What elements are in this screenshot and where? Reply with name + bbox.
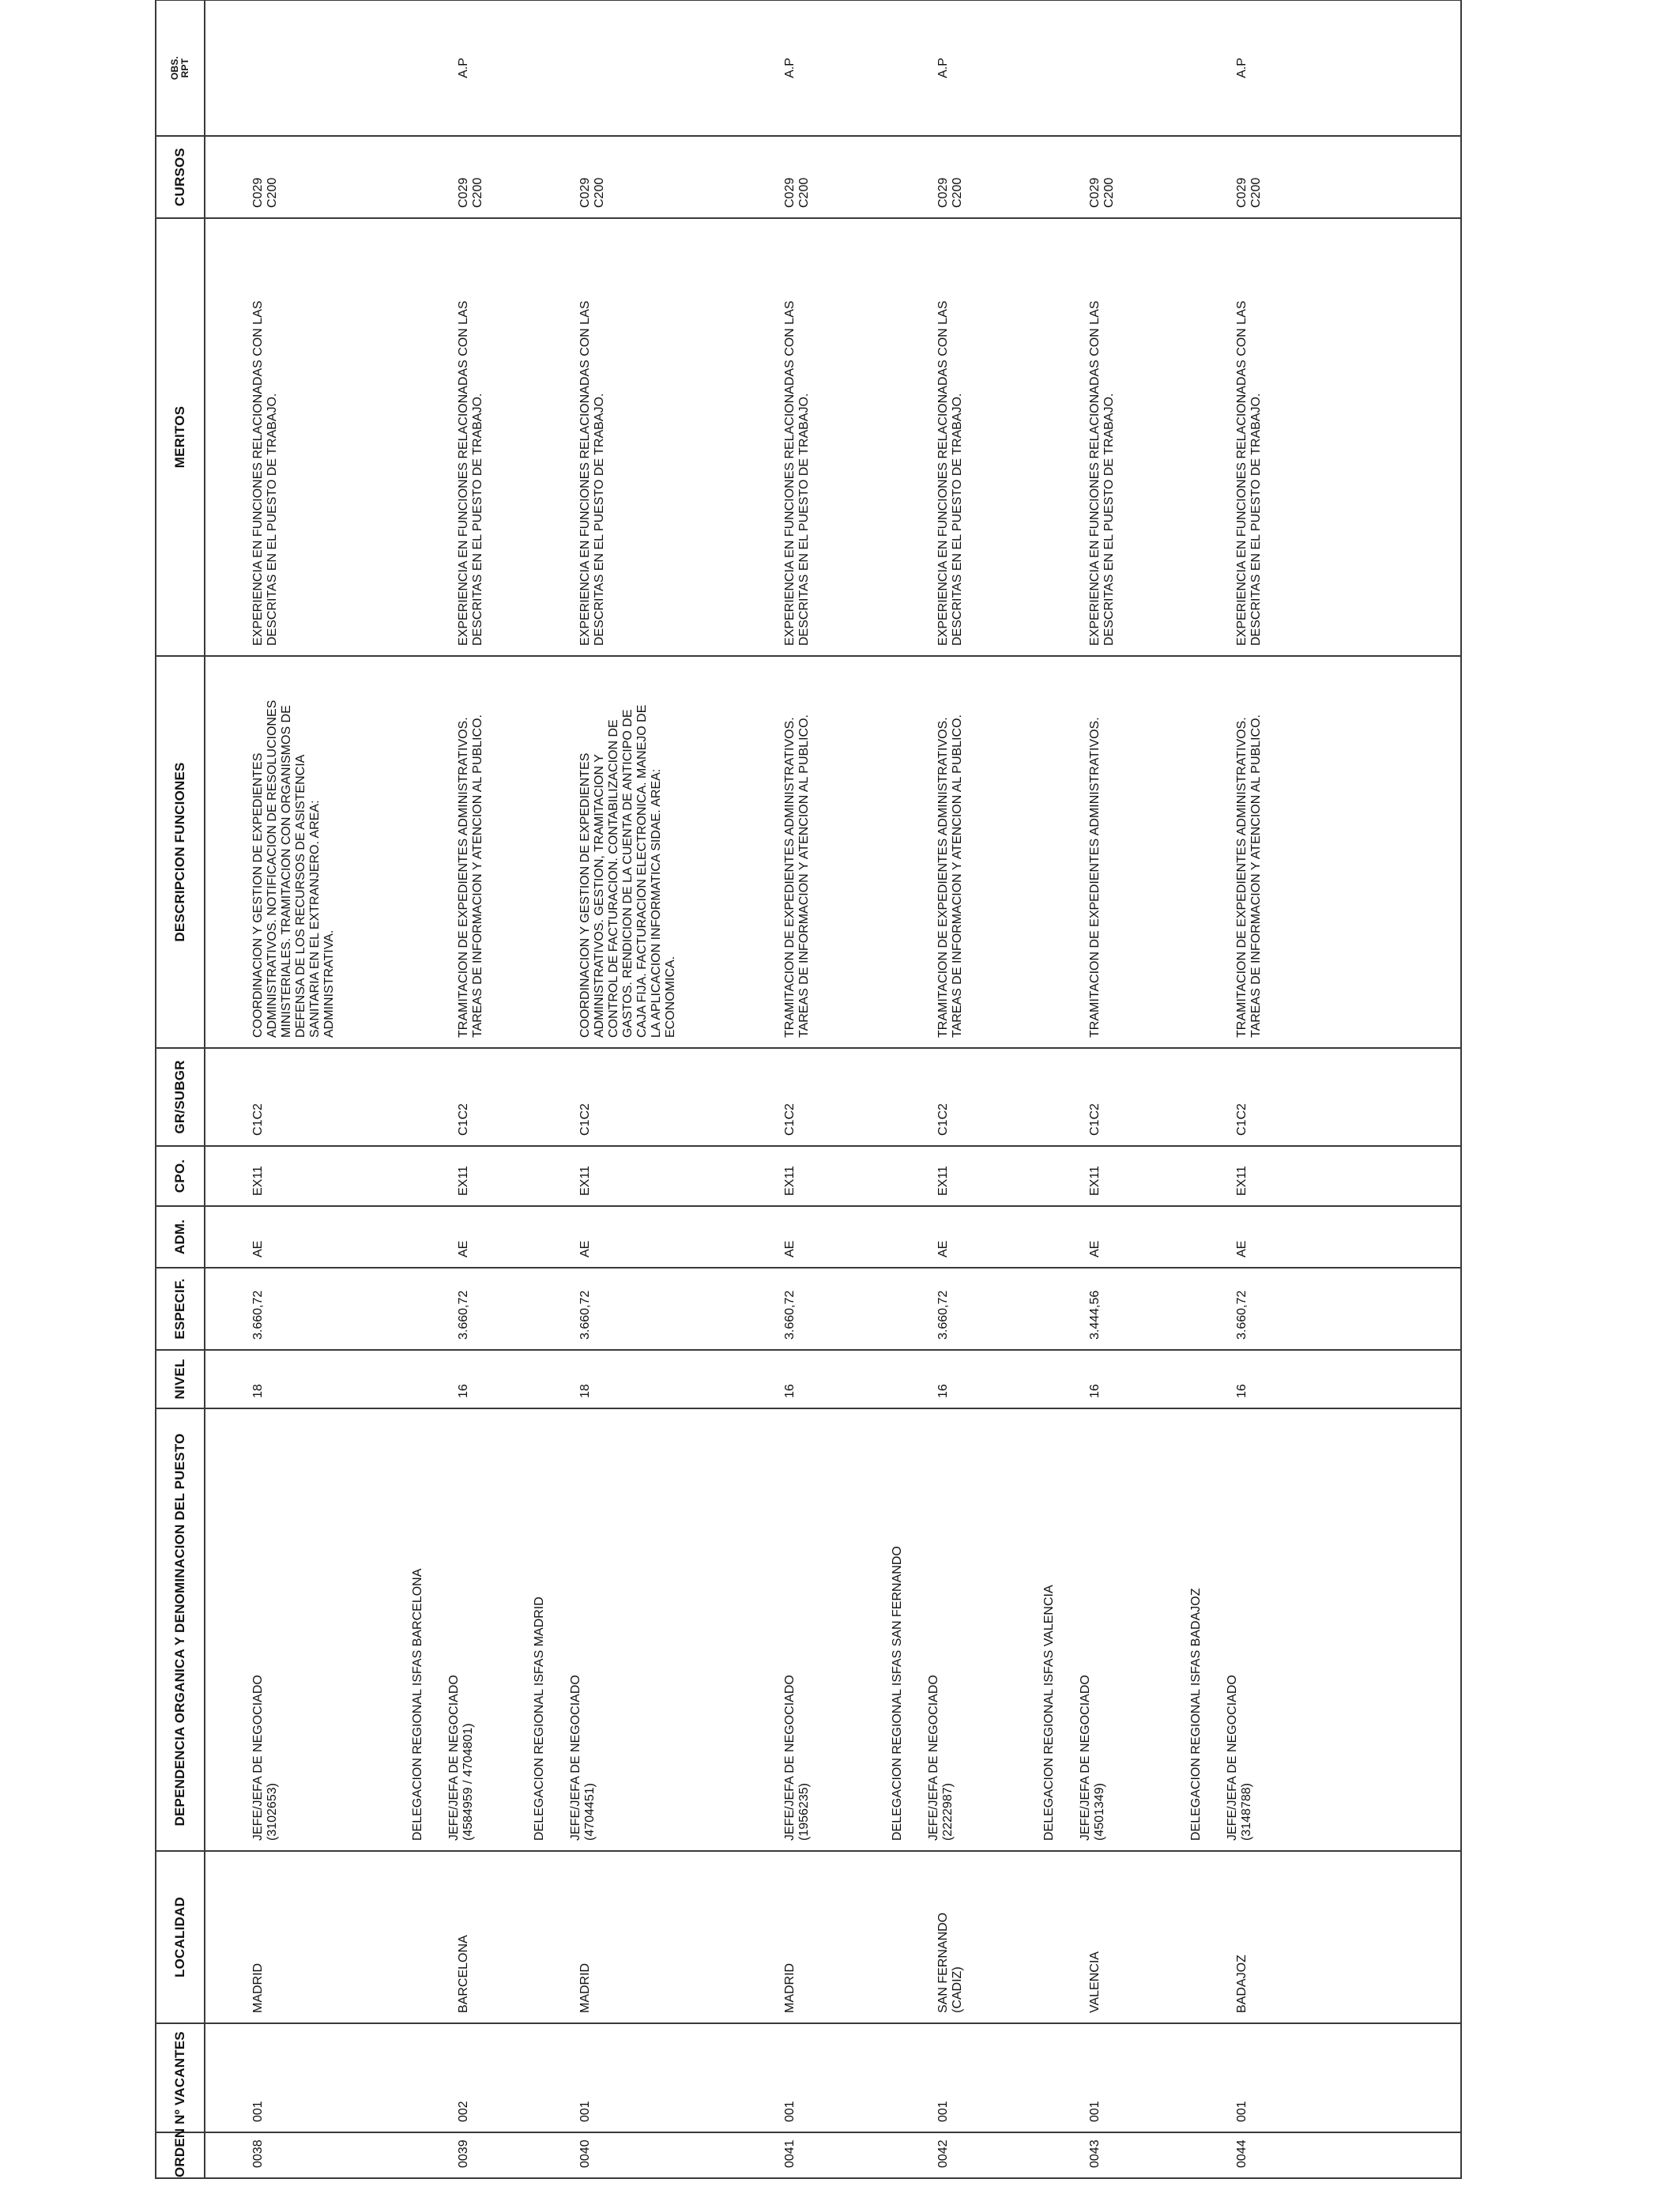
cell-cursos — [891, 136, 1042, 218]
cell-grsubgr — [205, 1048, 411, 1146]
cell-obs — [1189, 0, 1461, 136]
localidad-value: VALENCIA — [1087, 1951, 1102, 2013]
col-header-grsubgr: GR/SUBGR — [156, 1048, 205, 1146]
cursos-value: C029 C200 — [1235, 177, 1264, 208]
cell-nivel — [891, 1350, 1042, 1408]
cpo-value: EX11 — [1235, 1166, 1249, 1196]
cell-vacantes — [205, 2023, 411, 2132]
cell-nivel — [1189, 1350, 1461, 1408]
cell-orden — [533, 2132, 736, 2178]
especif-value: 3.660,72 — [1235, 1290, 1249, 1340]
cell-cpo — [737, 1146, 891, 1206]
cell-funciones — [411, 656, 533, 1048]
col-header-funciones: DESCRIPCION FUNCIONES — [156, 656, 205, 1048]
cell-vacantes — [737, 2023, 891, 2132]
cell-dependencia — [1189, 1408, 1461, 1851]
nivel-value: 16 — [1087, 1384, 1102, 1398]
cell-cursos — [533, 136, 736, 218]
obs-value — [1042, 1, 1088, 135]
meritos-value: EXPERIENCIA EN FUNCIONES RELACIONADAS CON LAS DESCRITAS EN EL PUESTO DE TRABAJO. — [457, 300, 484, 646]
cell-cursos — [737, 136, 891, 218]
table-row — [411, 0, 533, 2178]
cell-especif — [533, 1268, 736, 1350]
funciones-value: TRAMITACION DE EXPEDIENTES ADMINISTRATIVOS. TAREAS DE INFORMACION Y ATENCION AL PUBLICO. — [782, 714, 811, 1038]
localidad-value: MADRID — [578, 1962, 593, 2013]
orden-value: 0040 — [578, 2139, 593, 2168]
col-header-especif: ESPECIF. — [156, 1268, 205, 1350]
col-header-cursos: CURSOS — [156, 136, 205, 218]
cell-meritos — [1189, 218, 1461, 656]
vacantes-value: 001 — [782, 2101, 797, 2122]
especif-value: 3.660,72 — [782, 1290, 797, 1340]
vacantes-value: 001 — [1087, 2101, 1102, 2122]
cell-orden — [1189, 2132, 1461, 2178]
cell-dependencia — [891, 1408, 1042, 1851]
obs-value: A.P — [782, 58, 797, 78]
cell-cursos — [205, 136, 411, 218]
funciones-value: COORDINACION Y GESTION DE EXPEDIENTES ADMINISTRATIVOS. GESTION, TRAMITACION Y CONTROL DE FACTURACION. CONTABILIZACION DE GASTOS. RENDICION DE LA CUENTA DE ANTICIPO DE CAJA FIJA. FACTURACION ELECTRONICA. MANEJO DE LA APLICACION INFORMATICA SIDAE. AREA: ECONOMICA. — [578, 704, 678, 1038]
grsubgr-value: C1C2 — [251, 1103, 265, 1136]
adm-value: AE — [936, 1240, 951, 1257]
cell-dependencia — [533, 1408, 736, 1851]
vacantes-value: 002 — [457, 2101, 470, 2122]
especif-value: 3.660,72 — [457, 1290, 470, 1340]
localidad-value: BARCELONA — [457, 1935, 470, 2013]
delegacion-label: DELEGACION REGIONAL ISFAS BADAJOZ — [1189, 1588, 1203, 1841]
cell-adm — [1042, 1206, 1189, 1268]
cell-orden — [411, 2132, 533, 2178]
col-header-nivel: NIVEL — [156, 1350, 205, 1408]
cell-cursos — [1189, 136, 1461, 218]
cell-orden — [737, 2132, 891, 2178]
cell-nivel — [1042, 1350, 1189, 1408]
cell-funciones — [1042, 656, 1189, 1048]
orden-value: 0041 — [782, 2139, 797, 2168]
cell-adm — [205, 1206, 411, 1268]
orden-value: 0043 — [1087, 2139, 1102, 2168]
cell-cpo — [205, 1146, 411, 1206]
obs-value: A.P — [936, 58, 951, 78]
cell-funciones — [533, 656, 736, 1048]
cell-adm — [1189, 1206, 1461, 1268]
table-row — [1189, 0, 1461, 2178]
obs-value: A.P — [1235, 58, 1249, 78]
especif-value: 3.660,72 — [251, 1290, 265, 1340]
especif-value: 3.660,72 — [936, 1290, 951, 1340]
cell-funciones — [205, 656, 411, 1048]
delegacion-label: DELEGACION REGIONAL ISFAS MADRID — [533, 1596, 547, 1841]
cell-localidad — [737, 1851, 891, 2023]
nivel-value: 18 — [578, 1384, 593, 1398]
adm-value: AE — [1087, 1240, 1102, 1257]
cell-adm — [533, 1206, 736, 1268]
cell-especif — [1042, 1268, 1189, 1350]
nivel-value: 16 — [782, 1384, 797, 1398]
col-header-meritos: MERITOS — [156, 218, 205, 656]
cell-grsubgr — [411, 1048, 533, 1146]
orden-value: 0042 — [936, 2139, 951, 2168]
cell-orden — [891, 2132, 1042, 2178]
nivel-value: 16 — [936, 1384, 951, 1398]
cell-dependencia — [737, 1408, 891, 1851]
cpo-value: EX11 — [1087, 1166, 1102, 1196]
table-row — [205, 0, 411, 2178]
cell-especif — [891, 1268, 1042, 1350]
cell-nivel — [533, 1350, 736, 1408]
cell-meritos — [1042, 218, 1189, 656]
cell-meritos — [891, 218, 1042, 656]
cell-especif — [1189, 1268, 1461, 1350]
localidad-value: BADAJOZ — [1235, 1955, 1249, 2013]
table-row — [533, 0, 736, 2178]
cell-meritos — [533, 218, 736, 656]
adm-value: AE — [251, 1240, 265, 1257]
vacantes-value: 001 — [251, 2101, 265, 2122]
cell-meritos — [411, 218, 533, 656]
cell-grsubgr — [1189, 1048, 1461, 1146]
cell-localidad — [891, 1851, 1042, 2023]
cpo-value: EX11 — [251, 1166, 265, 1196]
especif-value: 3.660,72 — [578, 1290, 593, 1340]
cell-obs — [533, 0, 736, 136]
cell-obs — [411, 0, 533, 136]
cell-obs — [737, 0, 891, 136]
cell-localidad — [205, 1851, 411, 2023]
cell-vacantes — [1189, 2023, 1461, 2132]
orden-value: 0038 — [251, 2139, 265, 2168]
meritos-value: EXPERIENCIA EN FUNCIONES RELACIONADAS CON LAS DESCRITAS EN EL PUESTO DE TRABAJO. — [1235, 300, 1264, 646]
table-row — [1042, 0, 1189, 2178]
cell-funciones — [737, 656, 891, 1048]
cell-adm — [411, 1206, 533, 1268]
grsubgr-value: C1C2 — [1235, 1103, 1249, 1136]
cell-localidad — [533, 1851, 736, 2023]
grsubgr-value: C1C2 — [936, 1103, 951, 1136]
cell-adm — [737, 1206, 891, 1268]
col-header-dependencia: DEPENDENCIA ORGANICA Y DENOMINACION DEL PUESTO — [156, 1408, 205, 1851]
cpo-value: EX11 — [457, 1166, 470, 1196]
cell-meritos — [205, 218, 411, 656]
cell-nivel — [411, 1350, 533, 1408]
localidad-value: MADRID — [782, 1962, 797, 2013]
delegacion-label: DELEGACION REGIONAL ISFAS BARCELONA — [411, 1568, 424, 1841]
col-header-cpo: CPO. — [156, 1146, 205, 1206]
cell-cursos — [411, 136, 533, 218]
cpo-value: EX11 — [936, 1166, 951, 1196]
cell-obs — [205, 0, 411, 136]
grsubgr-value: C1C2 — [457, 1103, 470, 1136]
meritos-value: EXPERIENCIA EN FUNCIONES RELACIONADAS CON LAS DESCRITAS EN EL PUESTO DE TRABAJO. — [578, 300, 607, 646]
nivel-value: 18 — [251, 1384, 265, 1398]
col-header-orden: ORDEN — [156, 2132, 205, 2178]
obs-value: A.P — [457, 58, 470, 78]
orden-value: 0039 — [457, 2139, 470, 2168]
cell-cpo — [891, 1146, 1042, 1206]
obs-value — [205, 1, 251, 135]
cell-vacantes — [411, 2023, 533, 2132]
cell-grsubgr — [533, 1048, 736, 1146]
adm-value: AE — [457, 1240, 470, 1257]
funciones-value: TRAMITACION DE EXPEDIENTES ADMINISTRATIVOS. TAREAS DE INFORMACION Y ATENCION AL PUBLICO. — [1235, 714, 1264, 1038]
header-row — [156, 0, 205, 2178]
puesto-name: JEFE/JEFA DE NEGOCIADO (4501349) — [1078, 1675, 1106, 1841]
cell-grsubgr — [891, 1048, 1042, 1146]
delegacion-label: DELEGACION REGIONAL ISFAS SAN FERNANDO — [891, 1546, 905, 1841]
cell-especif — [411, 1268, 533, 1350]
cpo-value: EX11 — [782, 1166, 797, 1196]
meritos-value: EXPERIENCIA EN FUNCIONES RELACIONADAS CON LAS DESCRITAS EN EL PUESTO DE TRABAJO. — [251, 300, 279, 646]
cell-nivel — [737, 1350, 891, 1408]
cursos-value: C029 C200 — [1087, 177, 1116, 208]
especif-value: 3.444,56 — [1087, 1290, 1102, 1340]
funciones-value: TRAMITACION DE EXPEDIENTES ADMINISTRATIVOS. TAREAS DE INFORMACION Y ATENCION AL PUBLICO. — [457, 714, 484, 1038]
adm-value: AE — [1235, 1240, 1249, 1257]
cell-meritos — [737, 218, 891, 656]
obs-rpt-label: OBS. RPT — [169, 55, 190, 81]
col-header-localidad: LOCALIDAD — [156, 1851, 205, 2023]
cell-funciones — [1189, 656, 1461, 1048]
cell-vacantes — [1042, 2023, 1189, 2132]
cell-vacantes — [891, 2023, 1042, 2132]
cell-dependencia — [1042, 1408, 1189, 1851]
cursos-value: C029 C200 — [457, 177, 484, 208]
col-header-vacantes: Nº VACANTES — [156, 2023, 205, 2132]
vacancies-sheet — [155, 1, 1462, 2179]
cell-vacantes — [533, 2023, 736, 2132]
cursos-value: C029 C200 — [782, 177, 811, 208]
localidad-value: SAN FERNANDO (CADIZ) — [936, 1912, 965, 2013]
vacantes-value: 001 — [578, 2101, 593, 2122]
cell-grsubgr — [737, 1048, 891, 1146]
vacantes-value: 001 — [936, 2101, 951, 2122]
cell-nivel — [205, 1350, 411, 1408]
cell-obs — [1042, 0, 1189, 136]
localidad-value: MADRID — [251, 1962, 265, 2013]
nivel-value: 16 — [1235, 1384, 1249, 1398]
cursos-value: C029 C200 — [251, 177, 279, 208]
cell-localidad — [411, 1851, 533, 2023]
puesto-name: JEFE/JEFA DE NEGOCIADO (2222987) — [927, 1675, 955, 1841]
orden-value: 0044 — [1235, 2139, 1249, 2168]
funciones-value: TRAMITACION DE EXPEDIENTES ADMINISTRATIVOS. — [1087, 717, 1102, 1038]
nivel-value: 16 — [457, 1384, 470, 1398]
grsubgr-value: C1C2 — [782, 1103, 797, 1136]
obs-value — [533, 1, 578, 135]
col-header-adm: ADM. — [156, 1206, 205, 1268]
meritos-value: EXPERIENCIA EN FUNCIONES RELACIONADAS CON LAS DESCRITAS EN EL PUESTO DE TRABAJO. — [1087, 300, 1116, 646]
cursos-value: C029 C200 — [578, 177, 607, 208]
cpo-value: EX11 — [578, 1166, 593, 1196]
table-row — [737, 0, 891, 2178]
adm-value: AE — [782, 1240, 797, 1257]
delegacion-label: DELEGACION REGIONAL ISFAS VALENCIA — [1042, 1585, 1056, 1841]
cell-obs — [891, 0, 1042, 136]
cell-cpo — [533, 1146, 736, 1206]
puesto-name: JEFE/JEFA DE NEGOCIADO (3102653) — [251, 1675, 279, 1841]
vacantes-value: 001 — [1235, 2101, 1249, 2122]
puesto-name: JEFE/JEFA DE NEGOCIADO (3148788) — [1226, 1675, 1254, 1841]
table-body — [205, 0, 1461, 2178]
cell-dependencia — [205, 1408, 411, 1851]
cell-cpo — [1042, 1146, 1189, 1206]
cell-adm — [891, 1206, 1042, 1268]
funciones-value: COORDINACION Y GESTION DE EXPEDIENTES ADMINISTRATIVOS. NOTIFICACION DE RESOLUCIONES MINISTERIALES. TRAMITACION CON ORGANISMOS DE DEFENSA DE LOS RECURSOS DE ASISTENCIA SANITARIA EN EL EXTRANJERO. AREA: ADMINISTRATIVA. — [251, 699, 336, 1038]
cell-cursos — [1042, 136, 1189, 218]
grsubgr-value: C1C2 — [1087, 1103, 1102, 1136]
cell-localidad — [1189, 1851, 1461, 2023]
cell-funciones — [891, 656, 1042, 1048]
cursos-value: C029 C200 — [936, 177, 965, 208]
cell-cpo — [1189, 1146, 1461, 1206]
adm-value: AE — [578, 1240, 593, 1257]
cell-especif — [737, 1268, 891, 1350]
puesto-name: JEFE/JEFA DE NEGOCIADO (4584959 / 4704801) — [447, 1675, 475, 1841]
puesto-name: JEFE/JEFA DE NEGOCIADO (4704451) — [569, 1675, 597, 1841]
funciones-value: TRAMITACION DE EXPEDIENTES ADMINISTRATIVOS. TAREAS DE INFORMACION Y ATENCION AL PUBLICO. — [936, 714, 965, 1038]
grsubgr-value: C1C2 — [578, 1103, 593, 1136]
cell-dependencia — [411, 1408, 533, 1851]
col-header-obs-rpt — [156, 0, 205, 136]
cell-cpo — [411, 1146, 533, 1206]
table-row — [891, 0, 1042, 2178]
cell-orden — [205, 2132, 411, 2178]
puesto-name: JEFE/JEFA DE NEGOCIADO (1956235) — [782, 1675, 811, 1841]
vacancies-table — [155, 0, 1462, 2179]
meritos-value: EXPERIENCIA EN FUNCIONES RELACIONADAS CON LAS DESCRITAS EN EL PUESTO DE TRABAJO. — [936, 300, 965, 646]
cell-orden — [1042, 2132, 1189, 2178]
cell-grsubgr — [1042, 1048, 1189, 1146]
meritos-value: EXPERIENCIA EN FUNCIONES RELACIONADAS CON LAS DESCRITAS EN EL PUESTO DE TRABAJO. — [782, 300, 811, 646]
cell-localidad — [1042, 1851, 1189, 2023]
cell-especif — [205, 1268, 411, 1350]
